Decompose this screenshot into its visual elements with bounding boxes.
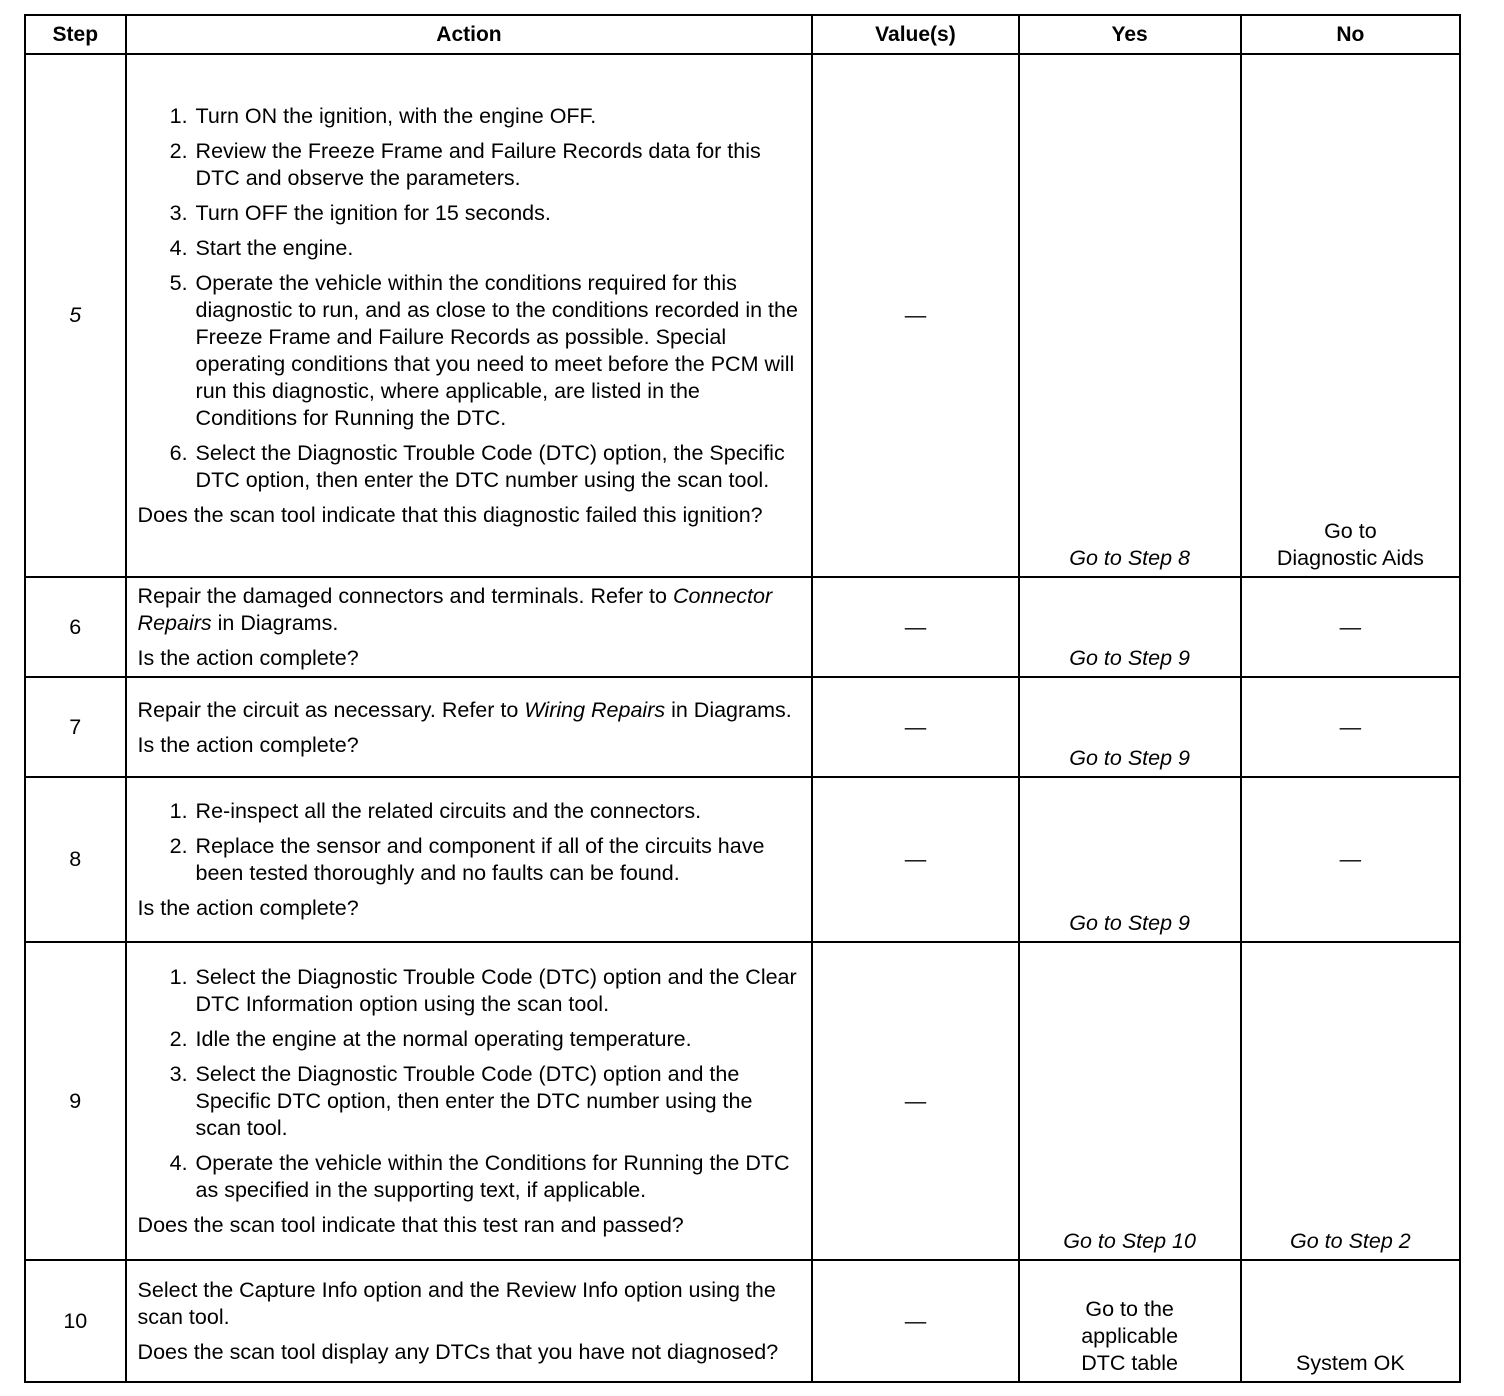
header-row xyxy=(25,15,1460,54)
no-cell xyxy=(1241,54,1460,577)
action-text: Repair the circuit as necessary. Refer to Wiring Repairs in Diagrams. xyxy=(137,697,792,722)
action-list xyxy=(138,103,804,494)
action-cell xyxy=(126,1260,813,1382)
header-action: Action xyxy=(126,15,813,54)
step-number: 8 xyxy=(25,777,126,942)
list-item: 2. Review the Freeze Frame and Failure Records data for this DTC and observe the parameters. xyxy=(169,139,761,190)
step-number: 10 xyxy=(25,1260,126,1382)
list-item: 1. Select the Diagnostic Trouble Code (DTC) option and the Clear DTC Information option using the scan tool. xyxy=(169,965,797,1016)
table-row-step-6 xyxy=(25,577,1460,677)
list-item: 5. Operate the vehicle within the conditions required for this diagnostic to run, and as close to the conditions recorded in the Freeze Frame and Failure Records as possible. Special operating conditions that you need to meet before the PCM will run this diagnostic, where applicable, are listed in the Conditions for Running the DTC. xyxy=(169,271,798,430)
table-row-step-10 xyxy=(25,1260,1460,1382)
action-question: Does the scan tool indicate that this test ran and passed? xyxy=(137,1213,684,1237)
step-number: 7 xyxy=(25,677,126,777)
yes-cell xyxy=(1019,54,1241,577)
list-item: 6. Select the Diagnostic Trouble Code (DTC) option, the Specific DTC option, then enter the DTC number using the scan tool. xyxy=(169,441,785,492)
action-cell xyxy=(126,942,813,1260)
value-cell: — xyxy=(812,577,1018,677)
yes-line: DTC table xyxy=(1081,1351,1179,1375)
action-cell xyxy=(126,54,813,577)
value-cell: — xyxy=(812,1260,1018,1382)
reference-link: Connector Repairs xyxy=(137,584,773,635)
list-item: 3. Turn OFF the ignition for 15 seconds. xyxy=(169,201,551,225)
yes-link: Go to Step 9 xyxy=(1069,911,1190,935)
list-item: 1. Re-inspect all the related circuits and the connectors. xyxy=(169,799,702,823)
yes-link: Go to Step 10 xyxy=(1063,1229,1196,1253)
yes-cell xyxy=(1019,577,1241,677)
step-number: 5 xyxy=(25,54,126,577)
yes-cell xyxy=(1019,677,1241,777)
reference-link: Wiring Repairs xyxy=(524,697,666,722)
value-cell: — xyxy=(812,942,1018,1260)
no-cell: System OK xyxy=(1241,1260,1460,1382)
table-row-step-7 xyxy=(25,677,1460,777)
no-cell: — xyxy=(1241,777,1460,942)
yes-cell xyxy=(1019,942,1241,1260)
yes-line: Go to the xyxy=(1085,1297,1174,1321)
action-cell xyxy=(126,577,813,677)
no-line: Diagnostic Aids xyxy=(1276,546,1424,570)
action-list xyxy=(138,798,804,887)
no-line: Go to xyxy=(1324,519,1377,543)
yes-cell xyxy=(1019,1260,1241,1382)
list-item: 1. Turn ON the ignition, with the engine OFF. xyxy=(169,104,597,128)
no-cell xyxy=(1241,942,1460,1260)
yes-link: Go to Step 9 xyxy=(1069,746,1190,770)
value-cell: — xyxy=(812,677,1018,777)
yes-link: Go to Step 9 xyxy=(1069,646,1190,670)
header-values: Value(s) xyxy=(812,15,1018,54)
list-item: 2. Replace the sensor and component if all of the circuits have been tested thoroughly and no faults can be found. xyxy=(169,834,765,885)
header-step: Step xyxy=(25,15,126,54)
header-yes: Yes xyxy=(1019,15,1241,54)
list-item: 2. Idle the engine at the normal operating temperature. xyxy=(169,1027,692,1051)
table-row-step-8 xyxy=(25,777,1460,942)
table-row-step-9 xyxy=(25,942,1460,1260)
list-item: 4. Start the engine. xyxy=(169,236,354,260)
step-number: 6 xyxy=(25,577,126,677)
action-question: Does the scan tool indicate that this diagnostic failed this ignition? xyxy=(137,503,763,527)
header-no: No xyxy=(1241,15,1460,54)
action-list xyxy=(138,964,804,1204)
list-item: 4. Operate the vehicle within the Conditions for Running the DTC as specified in the supporting text, if applicable. xyxy=(169,1151,790,1202)
action-text: Select the Capture Info option and the Review Info option using the scan tool. xyxy=(137,1278,776,1329)
action-text: Repair the damaged connectors and terminals. Refer to Connector Repairs in Diagrams. xyxy=(137,584,773,635)
action-cell xyxy=(126,777,813,942)
action-question: Does the scan tool display any DTCs that you have not diagnosed? xyxy=(137,1340,779,1364)
diagnostic-table xyxy=(24,14,1461,1383)
no-cell: — xyxy=(1241,577,1460,677)
action-question: Is the action complete? xyxy=(137,732,359,757)
yes-cell xyxy=(1019,777,1241,942)
value-cell: — xyxy=(812,777,1018,942)
yes-line: applicable xyxy=(1081,1324,1179,1348)
action-question: Is the action complete? xyxy=(137,646,359,670)
no-link: Go to Step 2 xyxy=(1290,1229,1411,1253)
value-cell: — xyxy=(812,54,1018,577)
no-cell: — xyxy=(1241,677,1460,777)
table-row-step-5 xyxy=(25,54,1460,577)
action-cell xyxy=(126,677,813,777)
action-question: Is the action complete? xyxy=(137,896,359,920)
step-number: 9 xyxy=(25,942,126,1260)
yes-link: Go to Step 8 xyxy=(1069,546,1190,570)
list-item: 3. Select the Diagnostic Trouble Code (DTC) option and the Specific DTC option, then enter the DTC number using the scan tool. xyxy=(169,1062,753,1140)
